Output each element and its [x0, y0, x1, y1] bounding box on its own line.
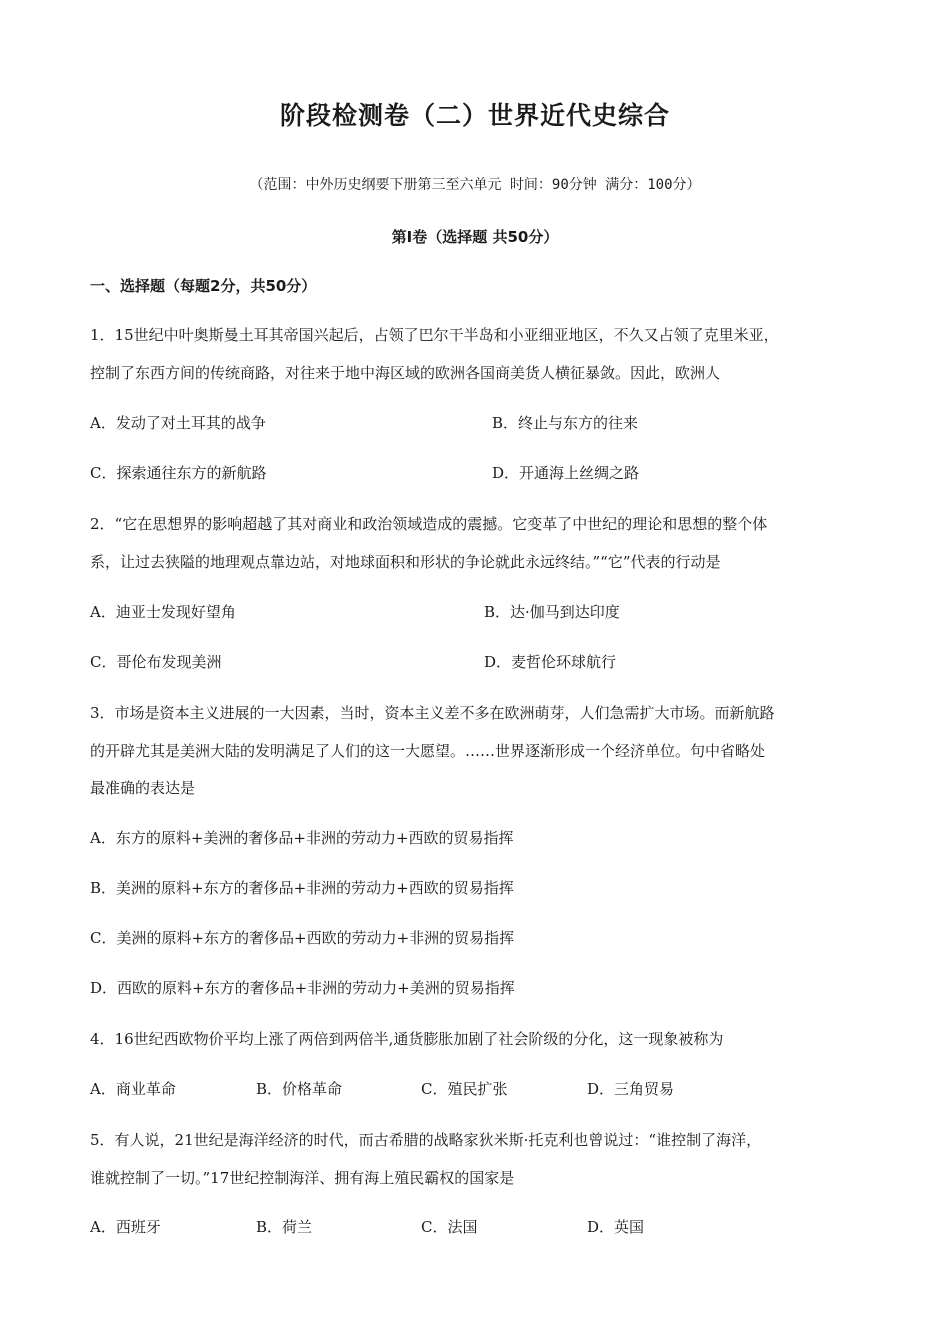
option-a: A．西班牙: [90, 1218, 161, 1236]
part-heading: 第Ⅰ卷（选择题 共50分）: [391, 228, 559, 246]
question-stem-line: 控制了东西方间的传统商路，对往来于地中海区域的欧洲各国商美货人横征暴敛。因此，欧洲人: [90, 364, 721, 382]
question-stem-line: 5．有人说，21世纪是海洋经济的时代，而古希腊的战略家狄米斯·托克利也曾说过：“谁控制了海洋，: [90, 1131, 762, 1149]
option-a: A．东方的原料+美洲的奢侈品+非洲的劳动力+西欧的贸易指挥: [90, 829, 514, 847]
option-a: A．商业革命: [90, 1080, 176, 1098]
question-stem-line: 3．市场是资本主义进展的一大因素，当时，资本主义差不多在欧洲萌芽，人们急需扩大市场。而新航路: [90, 704, 775, 722]
question-stem-line: 4．16世纪西欧物价平均上涨了两倍到两倍半,通货膨胀加剧了社会阶级的分化，这一现象被称为: [90, 1030, 724, 1048]
option-c: C．法国: [421, 1218, 478, 1236]
option-b: B．价格革命: [256, 1080, 343, 1098]
question-stem-line: 最准确的表达是: [90, 779, 196, 797]
question-stem-line: 系，让过去狭隘的地理观点靠边站，对地球面积和形状的争论就此永远终结。”“它”代表的行动是: [90, 553, 721, 571]
option-c: C．殖民扩张: [421, 1080, 508, 1098]
option-d: D．麦哲伦环球航行: [484, 653, 617, 671]
option-b: B．达·伽马到达印度: [484, 603, 620, 621]
option-b: B．美洲的原料+东方的奢侈品+非洲的劳动力+西欧的贸易指挥: [90, 879, 514, 897]
section-heading: 一、选择题（每题2分，共50分）: [90, 277, 317, 295]
option-a: A．迪亚士发现好望角: [90, 603, 236, 621]
exam-title: 阶段检测卷（二）世界近代史综合: [279, 101, 670, 130]
question-stem-line: 1．15世纪中叶奥斯曼土耳其帝国兴起后，占领了巴尔干半岛和小亚细亚地区，不久又占领了克里米亚，: [90, 326, 779, 344]
option-b: B．终止与东方的往来: [492, 414, 639, 432]
question-stem-line: 谁就控制了一切。”17世纪控制海洋、拥有海上殖民霸权的国家是: [90, 1169, 515, 1187]
option-d: D．英国: [587, 1218, 645, 1236]
option-d: D．开通海上丝绸之路: [492, 464, 640, 482]
question-stem-line: 2．“它在思想界的影响超越了其对商业和政治领域造成的震撼。它变革了中世纪的理论和思想的整个体: [90, 515, 768, 533]
option-a: A．发动了对土耳其的战争: [90, 414, 266, 432]
option-b: B．荷兰: [256, 1218, 313, 1236]
option-c: C．探索通往东方的新航路: [90, 464, 267, 482]
option-d: D．西欧的原料+东方的奢侈品+非洲的劳动力+美洲的贸易指挥: [90, 979, 515, 997]
exam-scope: （范围：中外历史纲要下册第三至六单元 时间：90分钟 满分：100分）: [249, 177, 701, 193]
option-d: D．三角贸易: [587, 1080, 675, 1098]
option-c: C．美洲的原料+东方的奢侈品+西欧的劳动力+非洲的贸易指挥: [90, 929, 515, 947]
option-c: C．哥伦布发现美洲: [90, 653, 222, 671]
question-stem-line: 的开辟尤其是美洲大陆的发明满足了人们的这一大愿望。……世界逐渐形成一个经济单位。句中省略处: [90, 742, 766, 760]
